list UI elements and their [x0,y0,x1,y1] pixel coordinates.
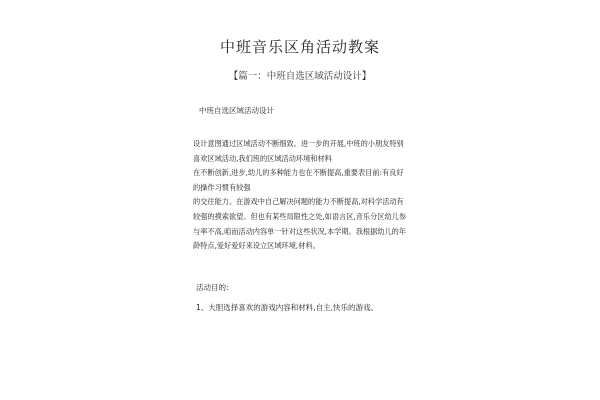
paragraph-line: 龄特点,爱好爱好来设立区域环境,材料。 [193,241,320,251]
aim-item: 1、大胆选择喜欢的游戏内容和材料,自主,快乐的游戏。 [196,303,379,312]
document-title: 中班音乐区角活动教案 [219,38,380,56]
paragraph-line: 喜欢区域活动,我们班的区域活动环境和材料 [193,153,332,163]
paragraph-line: 较强的摸索欲望。但也有某些局限性之处,如语言区,音乐分区幼儿参 [193,211,407,221]
document-subtitle: 【篇一：中班自选区域活动设计】 [228,71,372,82]
paragraph-line: 在不断创新,进步,幼儿的多种能力也在不断提高,重要表目前:有良好 [193,168,404,178]
paragraph-line: 与率不高,咱而活动内容单一针对这些状况,本学期。我根据幼儿的年 [193,226,407,236]
paragraph-line: 的操作习惯有较强 [193,182,251,192]
aim-heading: 活动目的: [196,283,229,292]
section-heading: 中班自选区域活动设计 [199,106,274,115]
design-intent-paragraph [193,137,418,254]
paragraph-line: 的交往能力。在游戏中自己解决问题的能力不断提高,对科学活动有 [193,197,404,207]
paragraph-line: 设计意图通过区域活动不断细致。进一步的开展,中班的小朋友特别 [193,139,404,148]
